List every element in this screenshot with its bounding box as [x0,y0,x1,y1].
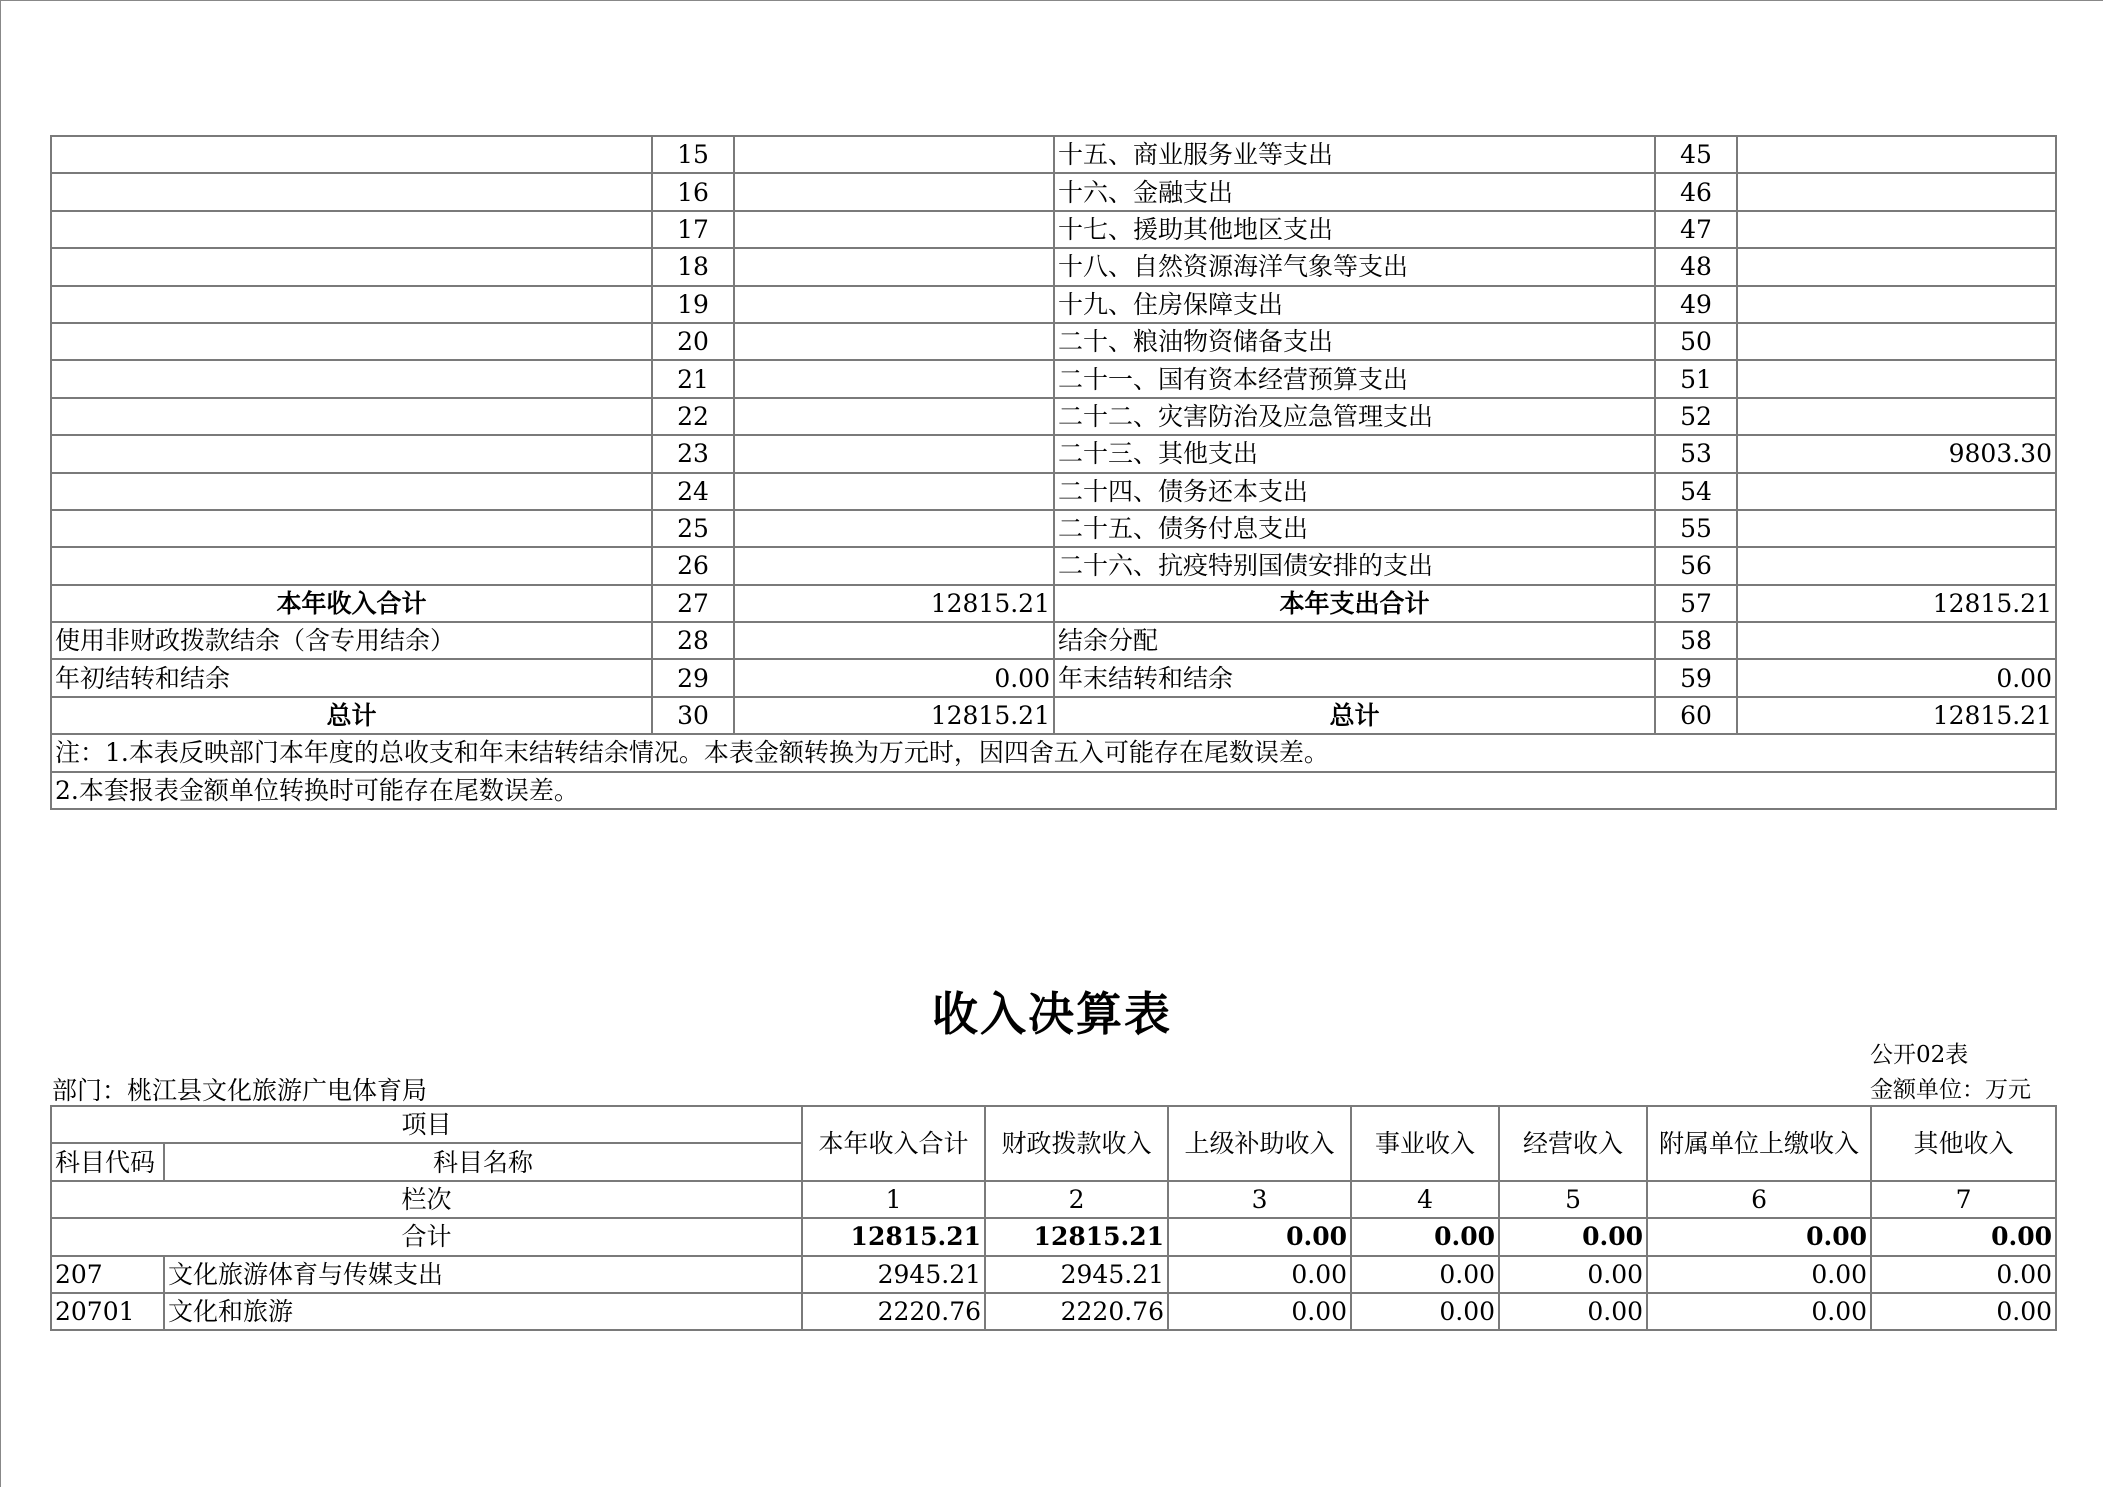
subject-name: 文化和旅游 [164,1293,802,1330]
header-row [51,1106,2056,1143]
table-row [51,248,2056,285]
row-number: 50 [1655,323,1737,360]
amount-cell: 2220.76 [802,1293,985,1330]
row-number: 54 [1655,473,1737,510]
subject-code: 20701 [51,1293,164,1330]
amount-cell [734,510,1054,547]
amount-cell [1737,323,2056,360]
left-item [51,136,652,173]
amount-cell [1737,398,2056,435]
row-number: 23 [652,435,734,472]
right-item: 结余分配 [1054,622,1655,659]
amount-cell: 0.00 [1647,1256,1871,1293]
note-row [51,734,2056,771]
amount-cell [1737,510,2056,547]
amount-cell: 0.00 [1871,1293,2056,1330]
header-code: 科目代码 [51,1143,164,1180]
table-number: 公开02表 [1870,1042,1969,1068]
row-number: 17 [652,211,734,248]
note-2: 2.本套报表金额单位转换时可能存在尾数误差。 [51,772,2056,809]
row-number: 27 [652,585,734,622]
department-label: 部门：桃江县文化旅游广电体育局 [52,1076,428,1105]
amount-cell [734,435,1054,472]
column-number-row [51,1181,2056,1218]
right-item: 二十三、其他支出 [1054,435,1655,472]
left-item [51,323,652,360]
income-table [50,1105,2057,1331]
header-superior: 上级补助收入 [1168,1106,1351,1181]
subject-name: 文化旅游体育与传媒支出 [164,1256,802,1293]
amount-cell [1737,473,2056,510]
table-row [51,435,2056,472]
amount-cell [1737,136,2056,173]
header-other: 其他收入 [1871,1106,2056,1181]
table-row [51,622,2056,659]
amount-cell: 0.00 [734,659,1054,696]
table-row [51,547,2056,584]
row-number: 48 [1655,248,1737,285]
sum-value: 0.00 [1871,1218,2056,1255]
table-row [51,136,2056,173]
table-row [51,360,2056,397]
subject-code: 207 [51,1256,164,1293]
amount-cell: 0.00 [1351,1293,1499,1330]
header-fiscal: 财政拨款收入 [985,1106,1168,1181]
table-row [51,286,2056,323]
row-number: 51 [1655,360,1737,397]
left-item: 使用非财政拨款结余（含专用结余） [51,622,652,659]
left-item: 年初结转和结余 [51,659,652,696]
left-item [51,286,652,323]
left-item [51,398,652,435]
column-number: 1 [802,1181,985,1218]
column-number: 7 [1871,1181,2056,1218]
row-number: 26 [652,547,734,584]
table-row [51,1256,2056,1293]
row-number: 52 [1655,398,1737,435]
row-number: 53 [1655,435,1737,472]
amount-cell: 0.00 [1168,1293,1351,1330]
right-item: 二十五、债务付息支出 [1054,510,1655,547]
left-item [51,547,652,584]
left-item [51,510,652,547]
amount-cell: 0.00 [1737,659,2056,696]
table-row [51,585,2056,622]
left-item: 本年收入合计 [51,585,652,622]
amount-cell: 0.00 [1499,1256,1647,1293]
amount-cell: 2945.21 [985,1256,1168,1293]
table-row [51,1293,2056,1330]
row-number: 29 [652,659,734,696]
row-number: 59 [1655,659,1737,696]
table-row [51,211,2056,248]
right-item: 十七、援助其他地区支出 [1054,211,1655,248]
left-item: 总计 [51,697,652,734]
amount-cell [734,173,1054,210]
row-number: 21 [652,360,734,397]
right-item: 十六、金融支出 [1054,173,1655,210]
amount-cell [1737,622,2056,659]
table-row [51,398,2056,435]
amount-cell [1737,248,2056,285]
amount-cell: 2945.21 [802,1256,985,1293]
header-item: 项目 [51,1106,802,1143]
amount-cell: 12815.21 [1737,585,2056,622]
table-row [51,173,2056,210]
sum-value: 12815.21 [802,1218,985,1255]
row-number: 24 [652,473,734,510]
report-title: 收入决算表 [932,987,1172,1041]
right-item: 十八、自然资源海洋气象等支出 [1054,248,1655,285]
amount-cell: 9803.30 [1737,435,2056,472]
right-item: 二十一、国有资本经营预算支出 [1054,360,1655,397]
left-item [51,211,652,248]
amount-cell: 0.00 [1647,1293,1871,1330]
left-item [51,173,652,210]
amount-cell: 2220.76 [985,1293,1168,1330]
right-item: 二十、粮油物资储备支出 [1054,323,1655,360]
column-number: 4 [1351,1181,1499,1218]
amount-cell: 0.00 [1351,1256,1499,1293]
amount-cell [1737,173,2056,210]
row-number: 55 [1655,510,1737,547]
right-item: 十九、住房保障支出 [1054,286,1655,323]
amount-cell: 0.00 [1499,1293,1647,1330]
left-item [51,435,652,472]
header-business: 事业收入 [1351,1106,1499,1181]
table-row [51,510,2056,547]
amount-cell: 12815.21 [1737,697,2056,734]
row-number: 49 [1655,286,1737,323]
amount-cell [734,136,1054,173]
amount-cell [734,286,1054,323]
column-number: 6 [1647,1181,1871,1218]
row-number: 57 [1655,585,1737,622]
row-number: 46 [1655,173,1737,210]
table-row [51,659,2056,696]
right-item: 二十四、债务还本支出 [1054,473,1655,510]
row-number: 16 [652,173,734,210]
right-item: 总计 [1054,697,1655,734]
amount-cell [734,473,1054,510]
row-number: 47 [1655,211,1737,248]
amount-cell [734,323,1054,360]
amount-cell [1737,360,2056,397]
row-number: 30 [652,697,734,734]
row-number: 18 [652,248,734,285]
note-row [51,772,2056,809]
amount-cell [1737,211,2056,248]
header-name: 科目名称 [164,1143,802,1180]
right-item: 年末结转和结余 [1054,659,1655,696]
left-item [51,473,652,510]
amount-cell: 12815.21 [734,697,1054,734]
sum-value: 0.00 [1647,1218,1871,1255]
column-number: 3 [1168,1181,1351,1218]
amount-cell [734,622,1054,659]
amount-unit-label: 金额单位：万元 [1870,1077,2031,1103]
table-row [51,323,2056,360]
right-item: 二十二、灾害防治及应急管理支出 [1054,398,1655,435]
column-label: 栏次 [51,1181,802,1218]
amount-cell [1737,286,2056,323]
row-number: 28 [652,622,734,659]
column-number: 5 [1499,1181,1647,1218]
right-item: 二十六、抗疫特别国债安排的支出 [1054,547,1655,584]
sum-row [51,1218,2056,1255]
row-number: 45 [1655,136,1737,173]
row-number: 22 [652,398,734,435]
header-affiliated: 附属单位上缴收入 [1647,1106,1871,1181]
table-row [51,473,2056,510]
right-item: 十五、商业服务业等支出 [1054,136,1655,173]
left-item [51,248,652,285]
amount-cell [1737,547,2056,584]
row-number: 25 [652,510,734,547]
column-number: 2 [985,1181,1168,1218]
row-number: 15 [652,136,734,173]
amount-cell [734,360,1054,397]
header-operating: 经营收入 [1499,1106,1647,1181]
row-number: 58 [1655,622,1737,659]
sum-value: 0.00 [1499,1218,1647,1255]
header-total: 本年收入合计 [802,1106,985,1181]
row-number: 60 [1655,697,1737,734]
row-number: 56 [1655,547,1737,584]
note-1: 注：1.本表反映部门本年度的总收支和年末结转结余情况。本表金额转换为万元时，因四舍五入可能存在尾数误差。 [51,734,2056,771]
left-item [51,360,652,397]
sum-label: 合计 [51,1218,802,1255]
sum-value: 0.00 [1351,1218,1499,1255]
amount-cell [734,547,1054,584]
sum-value: 12815.21 [985,1218,1168,1255]
row-number: 19 [652,286,734,323]
right-item: 本年支出合计 [1054,585,1655,622]
amount-cell [734,398,1054,435]
amount-cell [734,248,1054,285]
summary-table [50,135,2057,810]
row-number: 20 [652,323,734,360]
amount-cell: 0.00 [1871,1256,2056,1293]
sum-value: 0.00 [1168,1218,1351,1255]
table-row [51,697,2056,734]
amount-cell [734,211,1054,248]
amount-cell: 0.00 [1168,1256,1351,1293]
amount-cell: 12815.21 [734,585,1054,622]
